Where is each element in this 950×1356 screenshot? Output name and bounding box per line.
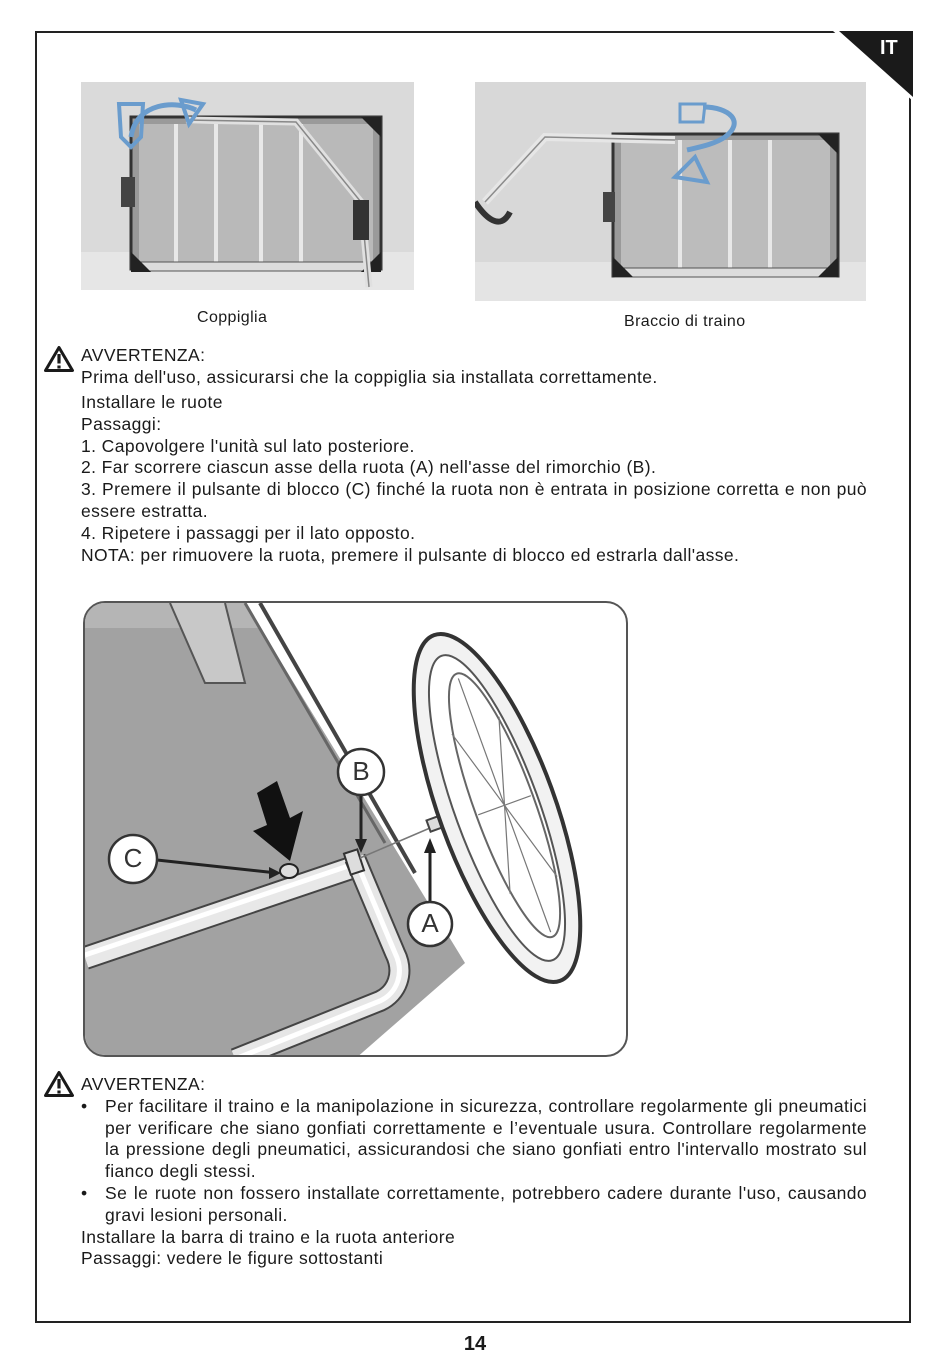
diagram-label-c: C bbox=[123, 843, 143, 873]
warning-triangle-icon bbox=[44, 346, 74, 372]
warning-text-1: Prima dell'uso, assicurarsi che la coppiglia sia installata correttamente. bbox=[81, 366, 658, 387]
bullet-dot: • bbox=[81, 1095, 88, 1116]
step-3: 3. Premere il pulsante di blocco (C) finché la ruota non è entrata in posizione corretta e non può essere estratta. bbox=[81, 479, 867, 521]
bullet-dot-2: • bbox=[81, 1182, 88, 1203]
warning-bullet-1 bbox=[81, 1096, 867, 1183]
wheel-install-diagram bbox=[83, 601, 628, 1057]
note: NOTA: per rimuovere la ruota, premere il pulsante di blocco ed estrarla dall'asse. bbox=[81, 544, 740, 565]
language-label: IT bbox=[880, 37, 898, 59]
warning-title-1: AVVERTENZA: bbox=[81, 345, 206, 365]
warning-title-2: AVVERTENZA: bbox=[81, 1074, 206, 1094]
photo-cotter-pin bbox=[81, 82, 414, 290]
tow-bar-steps: Passaggi: vedere le figure sottostanti bbox=[81, 1248, 384, 1269]
warning-bullet-1-text: Per facilitare il traino e la manipolazione in sicurezza, controllare regolarmente gli pneumatici per verificare che siano gonfiati correttamente e l’eventuale usura. Controllare regolarmente la pressione degli pneumatici, assicurandosi che siano gonfiati entro l'intervallo mostrato sul fianco degli stessi. bbox=[105, 1095, 867, 1182]
caption-tow-arm: Braccio di traino bbox=[624, 313, 746, 330]
warning-bullet-2-text: Se le ruote non fossero installate correttamente, potrebbero cadere durante l'uso, causando gravi lesioni personali. bbox=[105, 1182, 867, 1225]
warning-bullet-2 bbox=[81, 1183, 867, 1227]
photo-tow-arm bbox=[475, 82, 866, 301]
warning-triangle-icon-2 bbox=[44, 1071, 74, 1097]
tow-bar-heading: Installare la barra di traino e la ruota anteriore bbox=[81, 1226, 456, 1247]
steps-label: Passaggi: bbox=[81, 413, 162, 434]
caption-cotter-pin: Coppiglia bbox=[197, 309, 268, 326]
warning-section-2 bbox=[81, 1074, 867, 1270]
diagram-label-b: B bbox=[352, 756, 370, 786]
diagram-label-a: A bbox=[421, 908, 439, 938]
install-wheels-section bbox=[81, 392, 867, 566]
step-1: 1. Capovolgere l'unità sul lato posteriore. bbox=[81, 435, 415, 456]
install-wheels-heading: Installare le ruote bbox=[81, 392, 223, 412]
warning-section-1 bbox=[81, 345, 867, 389]
step-4: 4. Ripetere i passaggi per il lato opposto. bbox=[81, 522, 416, 543]
step-2: 2. Far scorrere ciascun asse della ruota (A) nell'asse del rimorchio (B). bbox=[81, 457, 657, 478]
page-number: 14 bbox=[463, 1333, 487, 1355]
